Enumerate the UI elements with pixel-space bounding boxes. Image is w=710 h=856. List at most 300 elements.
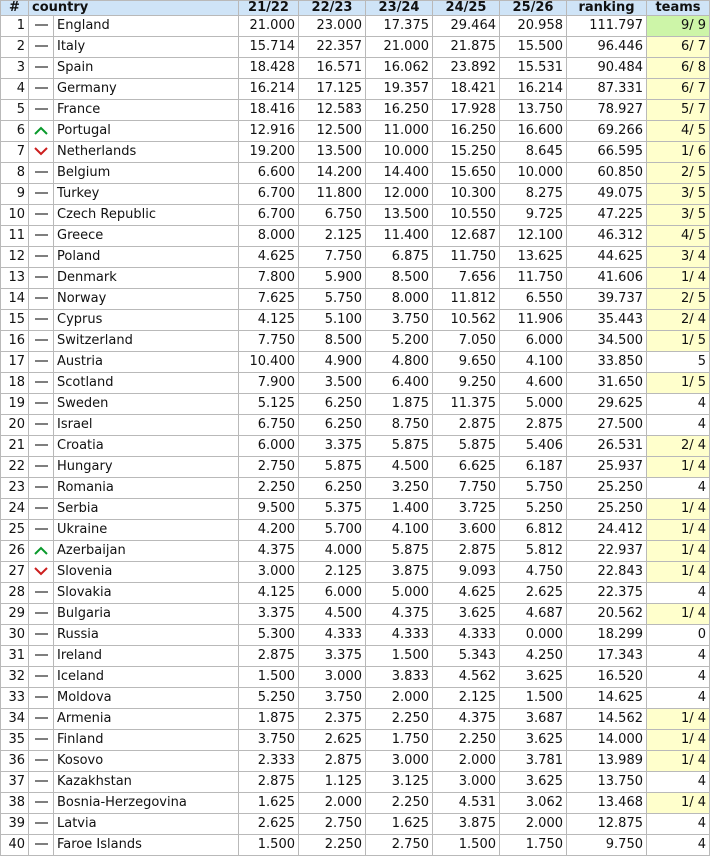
- rank-cell: 10: [1, 205, 29, 226]
- season-5-points: 8.275: [500, 184, 567, 205]
- rank-cell: 33: [1, 688, 29, 709]
- country-name[interactable]: Cyprus: [54, 310, 239, 331]
- country-name[interactable]: Iceland: [54, 667, 239, 688]
- table-row[interactable]: [1, 289, 710, 310]
- season-1-points: 4.200: [239, 520, 299, 541]
- country-name[interactable]: Ireland: [54, 646, 239, 667]
- season-4-points: 11.812: [433, 289, 500, 310]
- ranking-points: 60.850: [567, 163, 647, 184]
- country-name[interactable]: Finland: [54, 730, 239, 751]
- season-1-points: 12.916: [239, 121, 299, 142]
- season-3-points: 1.625: [366, 814, 433, 835]
- season-3-points: 10.000: [366, 142, 433, 163]
- season-4-points: 10.562: [433, 310, 500, 331]
- teams-remaining: 4: [647, 394, 710, 415]
- teams-remaining: 6/ 7: [647, 79, 710, 100]
- no-change-icon: [35, 423, 48, 425]
- country-name[interactable]: Norway: [54, 289, 239, 310]
- trend-cell: [29, 520, 54, 541]
- season-3-points: 2.250: [366, 709, 433, 730]
- ranking-points: 78.927: [567, 100, 647, 121]
- no-change-icon: [35, 234, 48, 236]
- no-change-icon: [35, 339, 48, 341]
- table-row[interactable]: [1, 184, 710, 205]
- country-name[interactable]: Latvia: [54, 814, 239, 835]
- trend-cell: [29, 205, 54, 226]
- season-4-points: 4.333: [433, 625, 500, 646]
- table-row[interactable]: [1, 121, 710, 142]
- season-3-points: 8.750: [366, 415, 433, 436]
- teams-remaining: 4: [647, 583, 710, 604]
- trend-cell: [29, 583, 54, 604]
- season-3-points: 6.400: [366, 373, 433, 394]
- chevron-down-icon: [34, 147, 48, 156]
- season-5-points: 1.750: [500, 835, 567, 856]
- rank-cell: 4: [1, 79, 29, 100]
- rank-cell: 2: [1, 37, 29, 58]
- country-name[interactable]: Poland: [54, 247, 239, 268]
- rank-cell: 1: [1, 16, 29, 37]
- no-change-icon: [35, 738, 48, 740]
- rank-cell: 25: [1, 520, 29, 541]
- table-row[interactable]: [1, 562, 710, 583]
- country-name[interactable]: France: [54, 100, 239, 121]
- table-header: [1, 1, 710, 16]
- season-4-points: 1.500: [433, 835, 500, 856]
- ranking-points: 25.250: [567, 499, 647, 520]
- season-2-points: 6.250: [299, 394, 366, 415]
- trend-cell: [29, 562, 54, 583]
- country-name[interactable]: Slovakia: [54, 583, 239, 604]
- season-2-points: 3.000: [299, 667, 366, 688]
- country-name[interactable]: Switzerland: [54, 331, 239, 352]
- season-3-points: 12.000: [366, 184, 433, 205]
- table-row[interactable]: [1, 37, 710, 58]
- country-name[interactable]: Bosnia-Herzegovina: [54, 793, 239, 814]
- table-row[interactable]: [1, 520, 710, 541]
- season-4-points: 4.531: [433, 793, 500, 814]
- no-change-icon: [35, 843, 48, 845]
- country-name[interactable]: Scotland: [54, 373, 239, 394]
- ranking-points: 13.468: [567, 793, 647, 814]
- season-5-points: 11.906: [500, 310, 567, 331]
- season-2-points: 5.375: [299, 499, 366, 520]
- season-3-points: 13.500: [366, 205, 433, 226]
- season-3-points: 3.750: [366, 310, 433, 331]
- country-name[interactable]: Bulgaria: [54, 604, 239, 625]
- season-5-points: 3.625: [500, 667, 567, 688]
- teams-remaining: 1/ 4: [647, 793, 710, 814]
- season-4-points: 10.300: [433, 184, 500, 205]
- ranking-points: 44.625: [567, 247, 647, 268]
- country-name[interactable]: Serbia: [54, 499, 239, 520]
- country-name[interactable]: Spain: [54, 58, 239, 79]
- rank-cell: 5: [1, 100, 29, 121]
- country-name[interactable]: Kosovo: [54, 751, 239, 772]
- ranking-points: 33.850: [567, 352, 647, 373]
- country-name[interactable]: Slovenia: [54, 562, 239, 583]
- season-5-points: 3.062: [500, 793, 567, 814]
- rank-cell: 9: [1, 184, 29, 205]
- season-1-points: 4.125: [239, 583, 299, 604]
- season-4-points: 3.625: [433, 604, 500, 625]
- season-4-points: 18.421: [433, 79, 500, 100]
- no-change-icon: [35, 402, 48, 404]
- table-row[interactable]: [1, 352, 710, 373]
- table-row[interactable]: [1, 793, 710, 814]
- ranking-points: 25.250: [567, 478, 647, 499]
- table-row[interactable]: [1, 751, 710, 772]
- country-name[interactable]: Greece: [54, 226, 239, 247]
- season-2-points: 2.125: [299, 562, 366, 583]
- season-5-points: 6.550: [500, 289, 567, 310]
- trend-cell: [29, 415, 54, 436]
- season-1-points: 7.900: [239, 373, 299, 394]
- trend-cell: [29, 646, 54, 667]
- season-3-points: 1.500: [366, 646, 433, 667]
- season-5-points: 4.250: [500, 646, 567, 667]
- season-5-points: 16.600: [500, 121, 567, 142]
- season-2-points: 2.875: [299, 751, 366, 772]
- season-3-points: 16.062: [366, 58, 433, 79]
- season-3-points: 21.000: [366, 37, 433, 58]
- season-1-points: 3.000: [239, 562, 299, 583]
- no-change-icon: [35, 171, 48, 173]
- season-5-points: 6.187: [500, 457, 567, 478]
- country-name[interactable]: Denmark: [54, 268, 239, 289]
- season-1-points: 1.500: [239, 667, 299, 688]
- ranking-points: 9.750: [567, 835, 647, 856]
- no-change-icon: [35, 465, 48, 467]
- chevron-up-icon: [34, 126, 48, 135]
- season-2-points: 12.583: [299, 100, 366, 121]
- header-season-4[interactable]: 24/25: [433, 1, 500, 16]
- chevron-up-icon: [34, 546, 48, 555]
- header-season-2[interactable]: 22/23: [299, 1, 366, 16]
- season-2-points: 7.750: [299, 247, 366, 268]
- table-row[interactable]: [1, 583, 710, 604]
- season-1-points: 6.700: [239, 184, 299, 205]
- country-name[interactable]: Croatia: [54, 436, 239, 457]
- table-row[interactable]: [1, 310, 710, 331]
- header-season-1[interactable]: 21/22: [239, 1, 299, 16]
- season-2-points: 6.250: [299, 478, 366, 499]
- table-row[interactable]: [1, 772, 710, 793]
- country-name[interactable]: Turkey: [54, 184, 239, 205]
- country-name[interactable]: Hungary: [54, 457, 239, 478]
- country-name[interactable]: Azerbaijan: [54, 541, 239, 562]
- ranking-points: 39.737: [567, 289, 647, 310]
- trend-cell: [29, 793, 54, 814]
- season-3-points: 16.250: [366, 100, 433, 121]
- rank-cell: 15: [1, 310, 29, 331]
- season-4-points: 11.375: [433, 394, 500, 415]
- trend-cell: [29, 16, 54, 37]
- teams-remaining: 4: [647, 415, 710, 436]
- season-5-points: 5.000: [500, 394, 567, 415]
- season-4-points: 7.656: [433, 268, 500, 289]
- country-name[interactable]: Italy: [54, 37, 239, 58]
- season-5-points: 5.406: [500, 436, 567, 457]
- season-5-points: 3.781: [500, 751, 567, 772]
- trend-cell: [29, 37, 54, 58]
- header-ranking[interactable]: ranking: [567, 1, 647, 16]
- teams-remaining: 1/ 4: [647, 709, 710, 730]
- no-change-icon: [35, 654, 48, 656]
- no-change-icon: [35, 675, 48, 677]
- country-name[interactable]: Kazakhstan: [54, 772, 239, 793]
- country-name[interactable]: Sweden: [54, 394, 239, 415]
- table-row[interactable]: [1, 142, 710, 163]
- season-3-points: 3.833: [366, 667, 433, 688]
- season-5-points: 11.750: [500, 268, 567, 289]
- no-change-icon: [35, 591, 48, 593]
- table-row[interactable]: [1, 625, 710, 646]
- season-2-points: 14.200: [299, 163, 366, 184]
- season-3-points: 2.000: [366, 688, 433, 709]
- header-season-5[interactable]: 25/26: [500, 1, 567, 16]
- season-4-points: 5.343: [433, 646, 500, 667]
- season-1-points: 1.875: [239, 709, 299, 730]
- season-4-points: 7.050: [433, 331, 500, 352]
- table-row[interactable]: [1, 709, 710, 730]
- season-2-points: 13.500: [299, 142, 366, 163]
- season-1-points: 2.875: [239, 772, 299, 793]
- season-4-points: 2.250: [433, 730, 500, 751]
- season-4-points: 4.625: [433, 583, 500, 604]
- season-5-points: 5.812: [500, 541, 567, 562]
- country-name[interactable]: Armenia: [54, 709, 239, 730]
- season-2-points: 1.125: [299, 772, 366, 793]
- table-row[interactable]: [1, 205, 710, 226]
- season-4-points: 2.875: [433, 541, 500, 562]
- table-row[interactable]: [1, 814, 710, 835]
- table-row[interactable]: [1, 646, 710, 667]
- season-2-points: 5.750: [299, 289, 366, 310]
- country-name[interactable]: Moldova: [54, 688, 239, 709]
- teams-remaining: 2/ 5: [647, 163, 710, 184]
- table-row[interactable]: [1, 436, 710, 457]
- season-5-points: 5.750: [500, 478, 567, 499]
- country-name[interactable]: Romania: [54, 478, 239, 499]
- season-3-points: 5.200: [366, 331, 433, 352]
- no-change-icon: [35, 87, 48, 89]
- season-4-points: 9.650: [433, 352, 500, 373]
- no-change-icon: [35, 255, 48, 257]
- table-row[interactable]: [1, 394, 710, 415]
- season-1-points: 7.625: [239, 289, 299, 310]
- no-change-icon: [35, 528, 48, 530]
- table-row[interactable]: [1, 247, 710, 268]
- country-name[interactable]: Czech Republic: [54, 205, 239, 226]
- table-row[interactable]: [1, 373, 710, 394]
- season-5-points: 12.100: [500, 226, 567, 247]
- rank-cell: 27: [1, 562, 29, 583]
- table-row[interactable]: [1, 58, 710, 79]
- rank-cell: 22: [1, 457, 29, 478]
- trend-cell: [29, 310, 54, 331]
- header-season-3[interactable]: 23/24: [366, 1, 433, 16]
- season-3-points: 11.400: [366, 226, 433, 247]
- table-row[interactable]: [1, 79, 710, 100]
- season-2-points: 5.900: [299, 268, 366, 289]
- ranking-points: 49.075: [567, 184, 647, 205]
- ranking-points: 34.500: [567, 331, 647, 352]
- rank-cell: 39: [1, 814, 29, 835]
- rank-cell: 17: [1, 352, 29, 373]
- season-3-points: 4.100: [366, 520, 433, 541]
- ranking-points: 18.299: [567, 625, 647, 646]
- season-3-points: 1.400: [366, 499, 433, 520]
- country-name[interactable]: Russia: [54, 625, 239, 646]
- no-change-icon: [35, 66, 48, 68]
- table-row[interactable]: [1, 16, 710, 37]
- country-name[interactable]: Austria: [54, 352, 239, 373]
- season-4-points: 3.000: [433, 772, 500, 793]
- season-1-points: 4.625: [239, 247, 299, 268]
- country-name[interactable]: Netherlands: [54, 142, 239, 163]
- country-name[interactable]: Faroe Islands: [54, 835, 239, 856]
- season-5-points: 13.625: [500, 247, 567, 268]
- trend-cell: [29, 79, 54, 100]
- season-4-points: 11.750: [433, 247, 500, 268]
- table-row[interactable]: [1, 835, 710, 856]
- season-4-points: 3.875: [433, 814, 500, 835]
- country-name[interactable]: Belgium: [54, 163, 239, 184]
- table-row[interactable]: [1, 331, 710, 352]
- trend-cell: [29, 226, 54, 247]
- trend-cell: [29, 142, 54, 163]
- header-rank[interactable]: #: [1, 1, 29, 16]
- season-3-points: 3.875: [366, 562, 433, 583]
- season-3-points: 1.750: [366, 730, 433, 751]
- rank-cell: 7: [1, 142, 29, 163]
- table-row[interactable]: [1, 268, 710, 289]
- country-name[interactable]: Ukraine: [54, 520, 239, 541]
- season-3-points: 3.000: [366, 751, 433, 772]
- teams-remaining: 1/ 4: [647, 751, 710, 772]
- season-1-points: 8.000: [239, 226, 299, 247]
- no-change-icon: [35, 822, 48, 824]
- teams-remaining: 4/ 5: [647, 226, 710, 247]
- teams-remaining: 1/ 6: [647, 142, 710, 163]
- teams-remaining: 1/ 4: [647, 499, 710, 520]
- trend-cell: [29, 730, 54, 751]
- season-4-points: 9.093: [433, 562, 500, 583]
- table-row[interactable]: [1, 100, 710, 121]
- season-3-points: 3.125: [366, 772, 433, 793]
- trend-cell: [29, 457, 54, 478]
- season-1-points: 7.800: [239, 268, 299, 289]
- no-change-icon: [35, 297, 48, 299]
- teams-remaining: 1/ 5: [647, 331, 710, 352]
- ranking-points: 26.531: [567, 436, 647, 457]
- trend-cell: [29, 478, 54, 499]
- season-1-points: 2.250: [239, 478, 299, 499]
- rank-cell: 13: [1, 268, 29, 289]
- ranking-points: 87.331: [567, 79, 647, 100]
- season-1-points: 7.750: [239, 331, 299, 352]
- ranking-points: 22.843: [567, 562, 647, 583]
- teams-remaining: 1/ 4: [647, 520, 710, 541]
- season-5-points: 5.250: [500, 499, 567, 520]
- country-name[interactable]: Israel: [54, 415, 239, 436]
- teams-remaining: 6/ 7: [647, 37, 710, 58]
- ranking-points: 13.989: [567, 751, 647, 772]
- season-2-points: 3.375: [299, 436, 366, 457]
- table-row[interactable]: [1, 457, 710, 478]
- ranking-points: 14.000: [567, 730, 647, 751]
- season-3-points: 8.500: [366, 268, 433, 289]
- no-change-icon: [35, 717, 48, 719]
- header-teams[interactable]: teams: [647, 1, 710, 16]
- table-row[interactable]: [1, 499, 710, 520]
- season-3-points: 3.250: [366, 478, 433, 499]
- season-3-points: 5.875: [366, 436, 433, 457]
- season-5-points: 10.000: [500, 163, 567, 184]
- teams-remaining: 1/ 4: [647, 604, 710, 625]
- table-row[interactable]: [1, 667, 710, 688]
- header-country[interactable]: country: [29, 1, 239, 16]
- country-name[interactable]: Portugal: [54, 121, 239, 142]
- season-3-points: 4.375: [366, 604, 433, 625]
- trend-cell: [29, 268, 54, 289]
- season-1-points: 18.416: [239, 100, 299, 121]
- table-row[interactable]: [1, 730, 710, 751]
- ranking-points: 35.443: [567, 310, 647, 331]
- ranking-points: 27.500: [567, 415, 647, 436]
- ranking-points: 47.225: [567, 205, 647, 226]
- teams-remaining: 4: [647, 478, 710, 499]
- season-3-points: 2.750: [366, 835, 433, 856]
- season-2-points: 2.625: [299, 730, 366, 751]
- season-1-points: 4.375: [239, 541, 299, 562]
- season-1-points: 16.214: [239, 79, 299, 100]
- no-change-icon: [35, 45, 48, 47]
- season-4-points: 2.875: [433, 415, 500, 436]
- table-row[interactable]: [1, 688, 710, 709]
- season-5-points: 8.645: [500, 142, 567, 163]
- ranking-points: 41.606: [567, 268, 647, 289]
- teams-remaining: 1/ 4: [647, 268, 710, 289]
- table-row[interactable]: [1, 541, 710, 562]
- season-4-points: 16.250: [433, 121, 500, 142]
- trend-cell: [29, 121, 54, 142]
- season-1-points: 18.428: [239, 58, 299, 79]
- table-row[interactable]: [1, 478, 710, 499]
- country-name[interactable]: Germany: [54, 79, 239, 100]
- season-5-points: 2.875: [500, 415, 567, 436]
- no-change-icon: [35, 276, 48, 278]
- table-row[interactable]: [1, 163, 710, 184]
- table-row[interactable]: [1, 415, 710, 436]
- trend-cell: [29, 352, 54, 373]
- teams-remaining: 6/ 8: [647, 58, 710, 79]
- ranking-points: 66.595: [567, 142, 647, 163]
- teams-remaining: 1/ 5: [647, 373, 710, 394]
- rank-cell: 32: [1, 667, 29, 688]
- season-5-points: 0.000: [500, 625, 567, 646]
- season-1-points: 6.600: [239, 163, 299, 184]
- season-1-points: 10.400: [239, 352, 299, 373]
- rank-cell: 24: [1, 499, 29, 520]
- season-1-points: 15.714: [239, 37, 299, 58]
- season-1-points: 2.333: [239, 751, 299, 772]
- country-name[interactable]: England: [54, 16, 239, 37]
- table-row[interactable]: [1, 226, 710, 247]
- no-change-icon: [35, 381, 48, 383]
- table-row[interactable]: [1, 604, 710, 625]
